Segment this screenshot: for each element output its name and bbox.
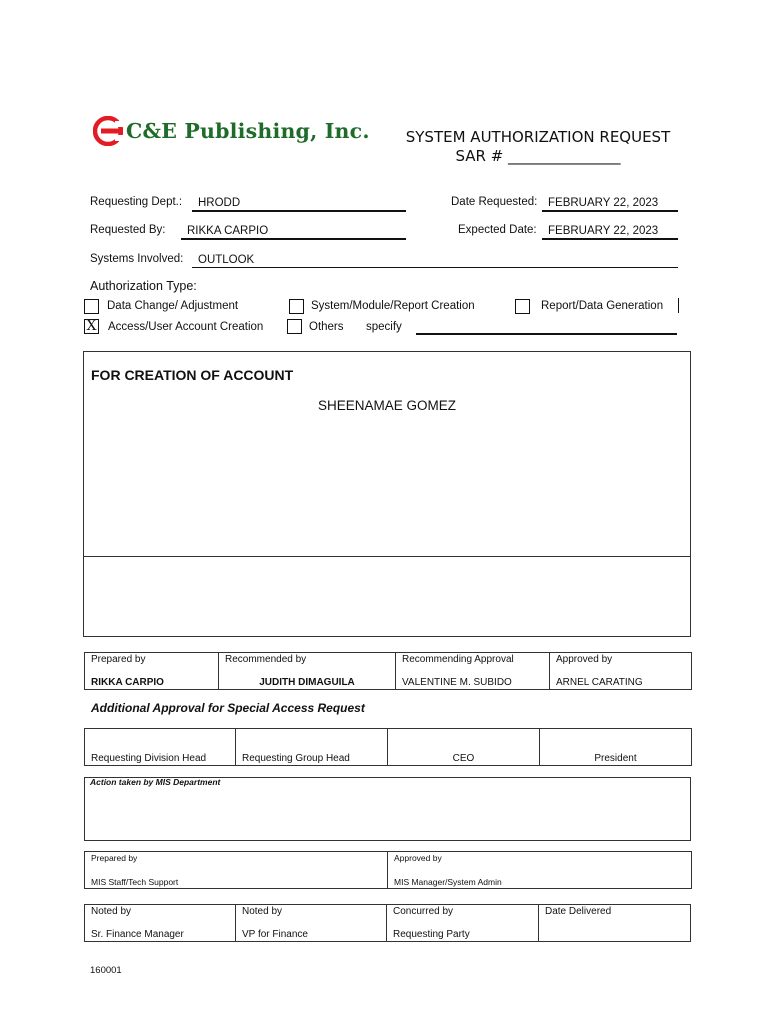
mis-signatures-table [84, 851, 692, 889]
signature-cell[interactable] [219, 653, 396, 690]
approval-label: President [594, 753, 637, 764]
systems-involved-field[interactable]: OUTLOOK [192, 253, 678, 268]
additional-approval-table [84, 728, 692, 766]
signature-name: ARNEL CARATING [556, 677, 643, 688]
finance-name: VP for Finance [242, 929, 308, 940]
mis-signature-role: Prepared by [91, 853, 138, 863]
signature-role: Recommending Approval [402, 654, 514, 665]
system-module-label: System/Module/Report Creation [311, 300, 475, 312]
mis-signature-cell[interactable] [388, 852, 692, 889]
form-code: 160001 [90, 965, 122, 976]
others-label: Others [309, 321, 344, 333]
finance-role: Date Delivered [545, 906, 612, 917]
others-checkbox[interactable] [287, 319, 302, 334]
signatures-table [84, 652, 692, 690]
specify-field[interactable] [416, 333, 677, 335]
requesting-dept-field[interactable]: HRODD [192, 196, 406, 212]
mis-signature-name: MIS Manager/System Admin [394, 877, 502, 887]
details-divider [83, 556, 691, 557]
signature-role: Prepared by [91, 654, 146, 665]
signature-name: RIKKA CARPIO [91, 677, 164, 688]
system-module-checkbox[interactable] [289, 299, 304, 314]
requested-by-field[interactable]: RIKKA CARPIO [181, 224, 406, 240]
date-requested-field[interactable]: FEBRUARY 22, 2023 [542, 196, 678, 212]
signature-role: Recommended by [225, 654, 307, 665]
approval-cell[interactable] [388, 729, 540, 766]
company-logo-icon [93, 116, 123, 146]
additional-approval-heading: Additional Approval for Special Access Request [91, 701, 365, 715]
finance-name: Sr. Finance Manager [91, 929, 184, 940]
approval-label: CEO [452, 753, 475, 764]
signature-cell[interactable] [85, 653, 219, 690]
data-change-label: Data Change/ Adjustment [107, 300, 239, 312]
finance-cell[interactable] [85, 905, 236, 942]
sar-number: SAR # _______________ [455, 147, 621, 165]
approval-cell[interactable] [540, 729, 692, 766]
field-divider [678, 298, 679, 313]
details-heading: FOR CREATION OF ACCOUNT [91, 367, 294, 383]
approval-label: Requesting Group Head [242, 753, 350, 764]
report-generation-label: Report/Data Generation [541, 300, 664, 312]
date-requested-label: Date Requested: [451, 196, 538, 208]
mis-signature-role: Approved by [394, 853, 442, 863]
signature-name: JUDITH DIMAGUILA [259, 677, 355, 688]
authorization-type-label: Authorization Type: [90, 279, 197, 293]
remarks-area[interactable] [88, 562, 686, 632]
expected-date-label: Expected Date: [458, 224, 537, 236]
signature-cell[interactable] [396, 653, 550, 690]
requesting-dept-label: Requesting Dept.: [90, 196, 183, 208]
finance-cell[interactable] [539, 905, 691, 942]
approval-cell[interactable] [85, 729, 236, 766]
mis-signature-name: MIS Staff/Tech Support [91, 877, 179, 887]
finance-role: Concurred by [393, 906, 454, 917]
company-name: C&E Publishing, Inc. [126, 119, 370, 143]
expected-date-field[interactable]: FEBRUARY 22, 2023 [542, 224, 678, 240]
mis-action-label: Action taken by MIS Department [90, 777, 221, 787]
signature-cell[interactable] [550, 653, 692, 690]
details-account-name: SHEENAMAE GOMEZ [317, 398, 457, 413]
company-logo [93, 116, 370, 146]
requested-by-label: Requested By: [90, 224, 166, 236]
report-generation-checkbox[interactable] [515, 299, 530, 314]
finance-role: Noted by [91, 906, 132, 917]
form-title: SYSTEM AUTHORIZATION REQUEST [405, 128, 671, 146]
data-change-checkbox[interactable] [84, 299, 99, 314]
systems-involved-label: Systems Involved: [90, 253, 184, 265]
mis-signature-cell[interactable] [85, 852, 388, 889]
finance-cell[interactable] [236, 905, 387, 942]
signature-role: Approved by [556, 654, 613, 665]
specify-label: specify [366, 321, 402, 333]
finance-role: Noted by [242, 906, 283, 917]
approval-cell[interactable] [236, 729, 388, 766]
finance-table [84, 904, 691, 942]
approval-label: Requesting Division Head [91, 753, 207, 764]
access-account-label: Access/User Account Creation [108, 321, 264, 333]
signature-name: VALENTINE M. SUBIDO [402, 677, 512, 688]
finance-name: Requesting Party [393, 929, 470, 940]
access-account-checkbox[interactable]: X [84, 319, 99, 334]
finance-cell[interactable] [387, 905, 539, 942]
